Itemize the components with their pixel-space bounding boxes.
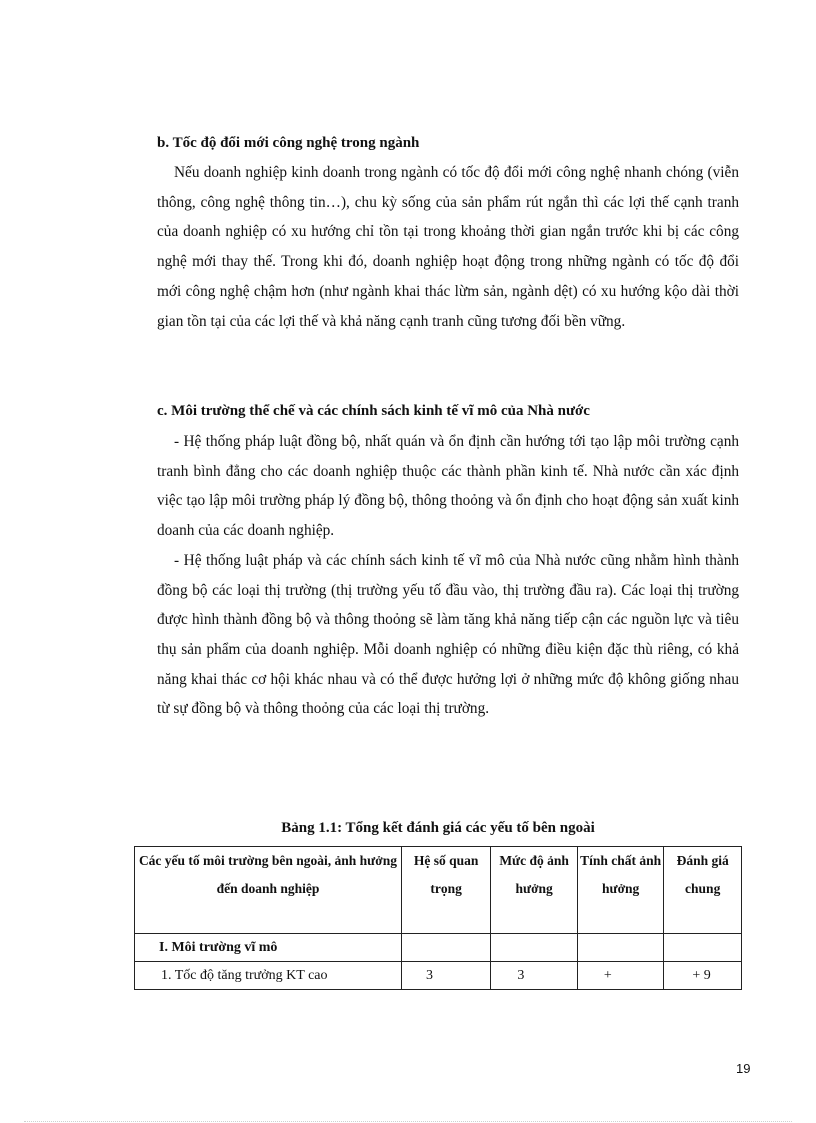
page-bottom-divider bbox=[24, 1121, 792, 1122]
section-b-heading: b. Tốc độ đổi mới công nghệ trong ngành bbox=[157, 135, 420, 151]
section-c-paragraphs bbox=[157, 427, 739, 724]
table-cell: 3 bbox=[491, 962, 578, 990]
header-impact-nature: Tính chất ảnh hưởng bbox=[577, 847, 664, 934]
header-overall: Đánh giá chung bbox=[664, 847, 742, 934]
header-impact-level: Mức độ ảnh hưởng bbox=[491, 847, 578, 934]
table-row bbox=[135, 934, 742, 962]
section-c-paragraph-1: - Hệ thống pháp luật đồng bộ, nhất quán và ổn định cần hướng tới tạo lập môi trường cạnh tranh bình đẳng cho các doanh nghiệp thuộc các thành phần kinh tế. Nhà nước cần xác định việc tạo lập môi trường pháp lý đồng bộ, thông thoỏng và ổn định cho hoạt động sản xuất kinh doanh của các doanh nghiệp. bbox=[157, 433, 739, 540]
page-number: 19 bbox=[736, 1061, 751, 1076]
table-cell: I. Môi trường vĩ mô bbox=[135, 934, 402, 962]
section-c-heading: c. Môi trường thể chế và các chính sách kinh tế vĩ mô của Nhà nước bbox=[157, 403, 590, 419]
table-caption: Bảng 1.1: Tổng kết đánh giá các yếu tố bên ngoài bbox=[281, 820, 595, 836]
table-cell bbox=[491, 934, 578, 962]
table-cell: 3 bbox=[401, 962, 490, 990]
header-importance: Hệ số quan trọng bbox=[401, 847, 490, 934]
table-cell: + bbox=[577, 962, 664, 990]
section-c-paragraph-2: - Hệ thống luật pháp và các chính sách kinh tế vĩ mô của Nhà nước cũng nhằm hình thành đồng bộ các loại thị trường (thị trường yếu tố đầu vào, thị trường đầu ra). Các loại thị trường được hình thành đồng bộ và thông thoỏng sẽ làm tăng khả năng tiếp cận các nguồn lực và tiêu thụ sản phẩm của doanh nghiệp. Mỗi doanh nghiệp có những điều kiện đặc thù riêng, có khả năng khai thác cơ hội khác nhau và có thể được hưởng lợi ở những mức độ không giống nhau từ sự đồng bộ và thông thoỏng của các loại thị trường. bbox=[157, 551, 739, 718]
table-header-row bbox=[135, 847, 742, 934]
section-b-paragraph bbox=[157, 158, 739, 336]
evaluation-table bbox=[134, 846, 742, 990]
table-cell: + 9 bbox=[664, 962, 742, 990]
table-cell: 1. Tốc độ tăng trưởng KT cao bbox=[135, 962, 402, 990]
header-factors: Các yếu tố môi trường bên ngoài, ảnh hưởng đến doanh nghiệp bbox=[135, 847, 402, 934]
table-cell bbox=[401, 934, 490, 962]
table-cell bbox=[664, 934, 742, 962]
section-b-text: Nếu doanh nghiệp kinh doanh trong ngành có tốc độ đổi mới công nghệ nhanh chóng (viễn thông, công nghệ thông tin…), chu kỳ sống của sản phẩm rút ngắn thì các lợi thế cạnh tranh của doanh nghiệp có xu hướng chỉ tồn tại trong khoảng thời gian ngắn trước khi bị các công nghệ mới thay thế. Trong khi đó, doanh nghiệp hoạt động trong những ngành có tốc độ đổi mới công nghệ chậm hơn (như ngành khai thác lừm sản, ngành dệt) có xu hướng kộo dài thời gian tồn tại của các lợi thế và khả năng cạnh tranh cũng tương đối bền vững. bbox=[157, 164, 739, 330]
table-row bbox=[135, 962, 742, 990]
table-cell bbox=[577, 934, 664, 962]
